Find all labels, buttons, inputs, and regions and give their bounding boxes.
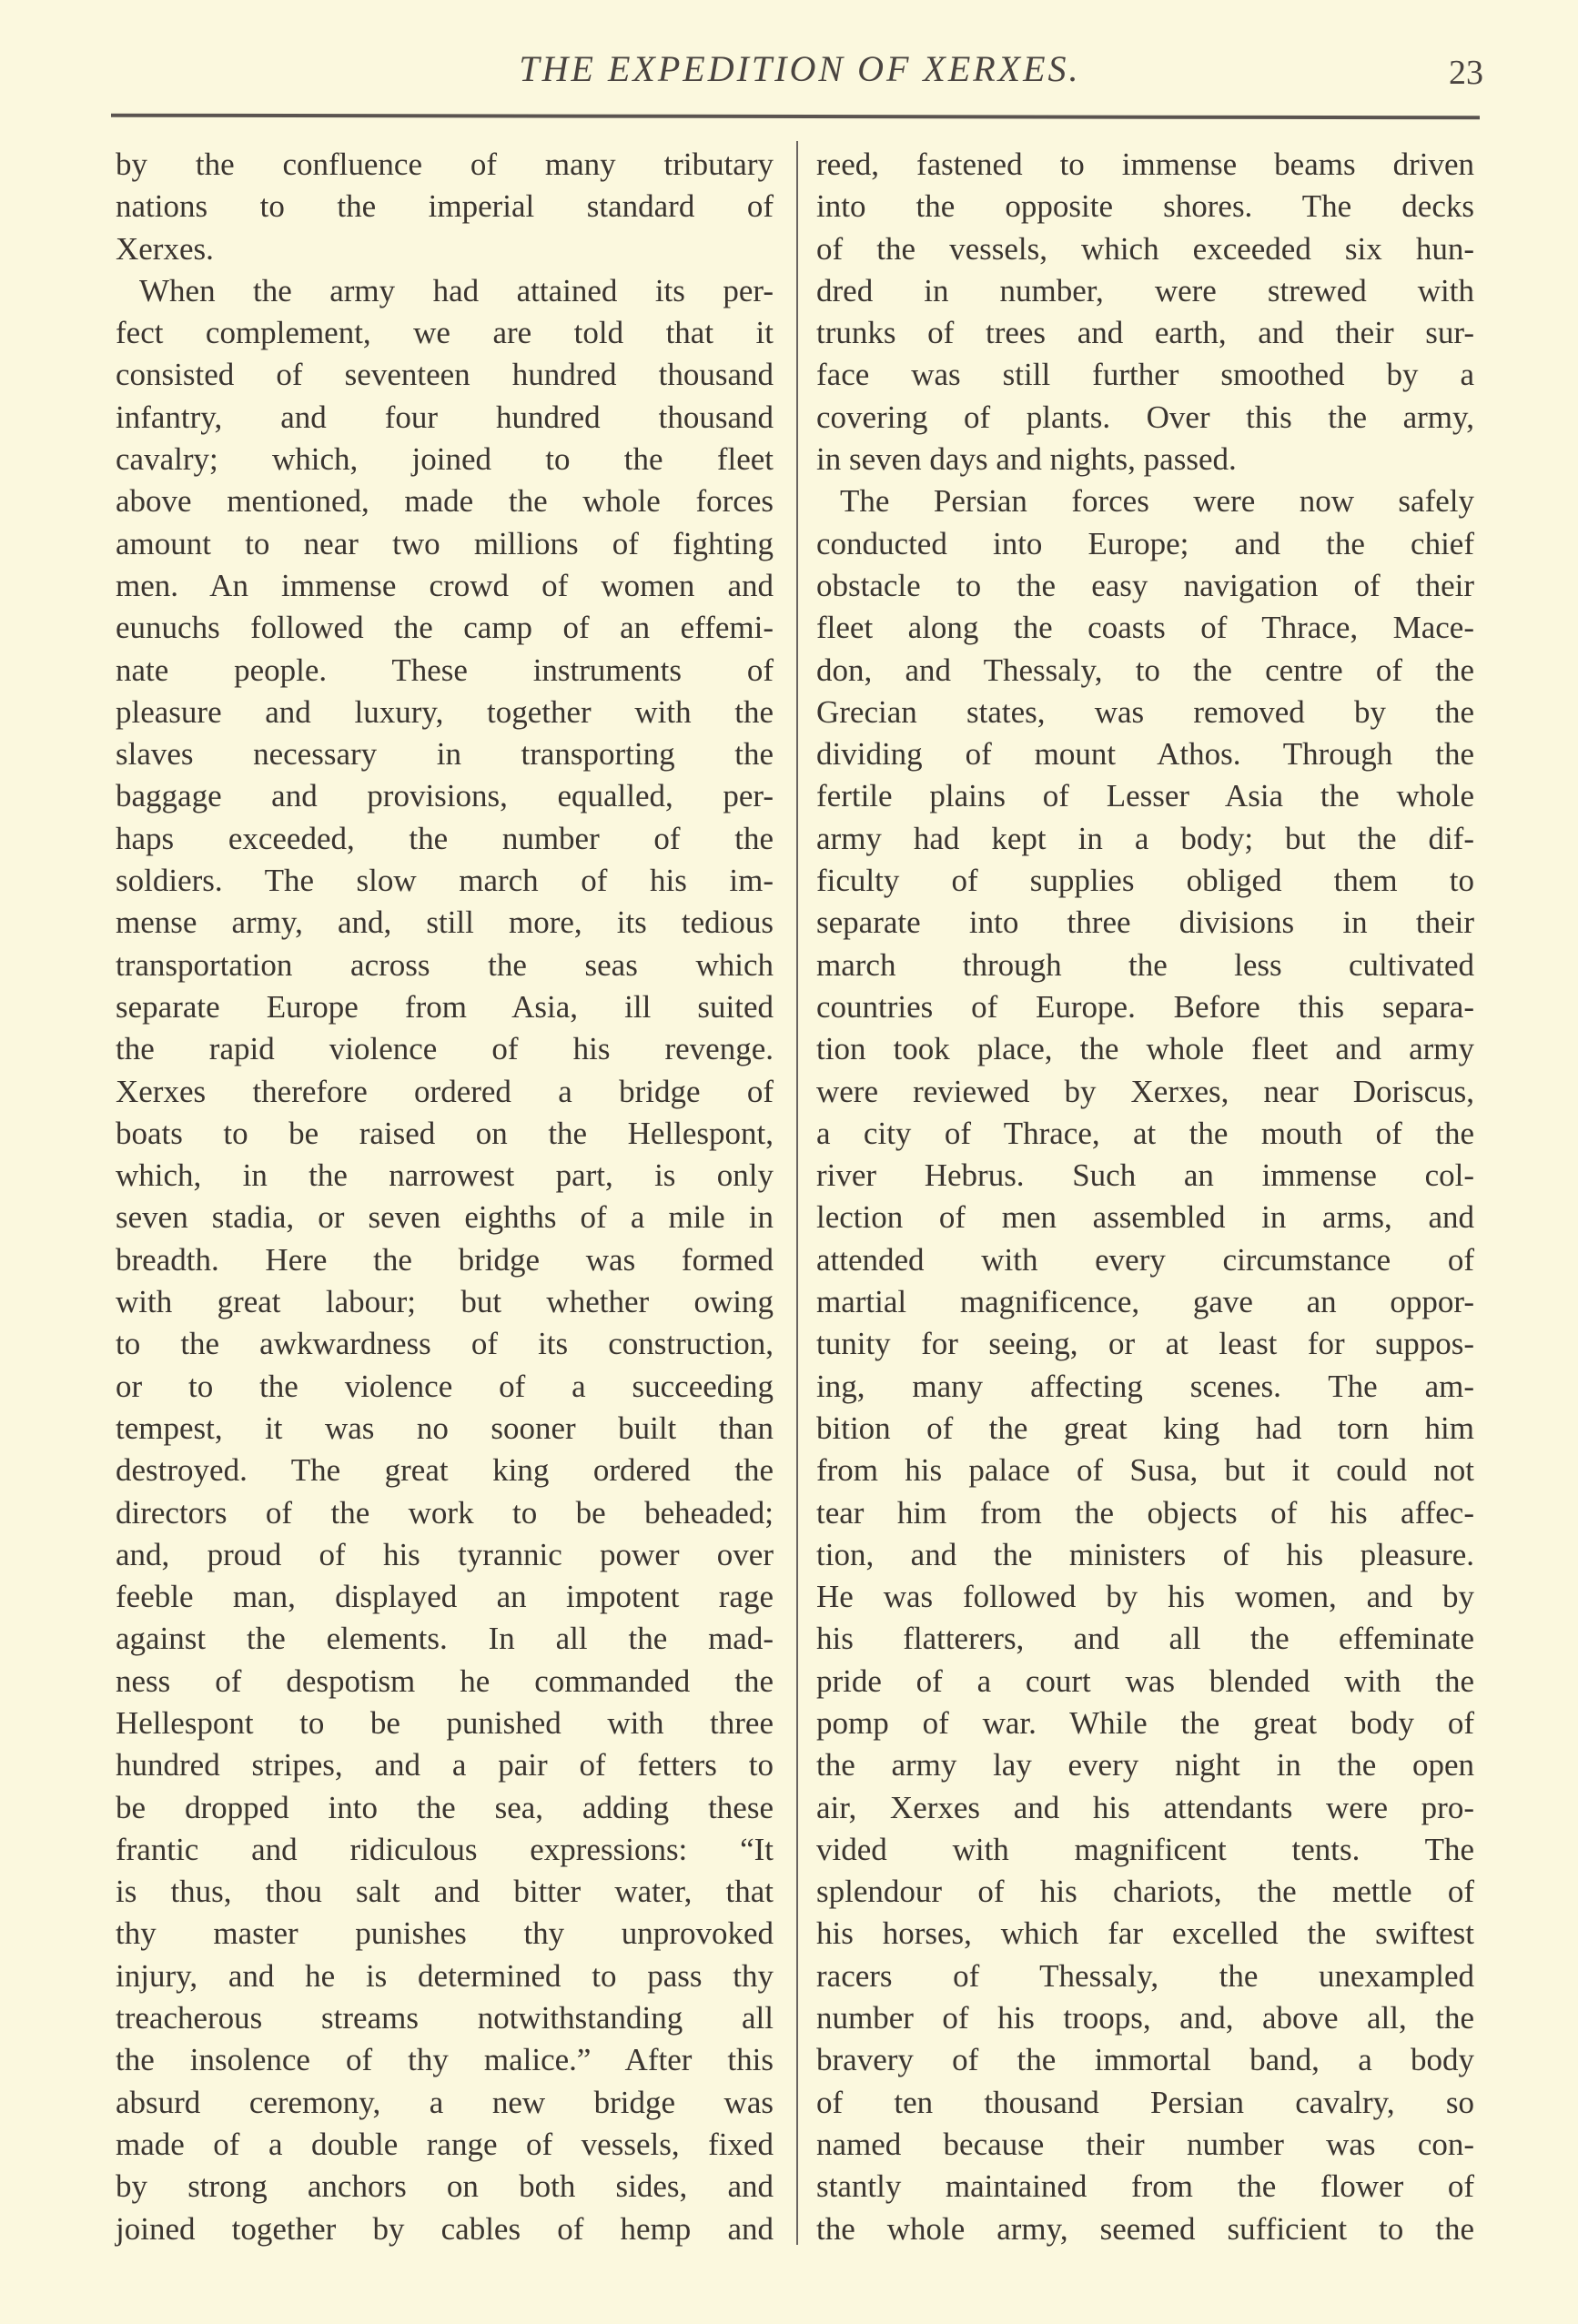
text-line: separate Europe from Asia, ill suited — [116, 988, 774, 1025]
header-rule — [111, 114, 1480, 120]
text-line: conducted into Europe; and the chief — [816, 525, 1474, 561]
text-line: nations to the imperial standard of — [116, 188, 774, 225]
text-line: by the confluence of many tributary — [116, 147, 774, 182]
text-line: from his palace of Susa, but it could not — [816, 1452, 1474, 1489]
paragraph — [816, 480, 1474, 2249]
text-line: march through the less cultivated — [816, 946, 1474, 983]
text-line: seven stadia, or seven eighths of a mile in — [116, 1199, 774, 1236]
text-line: and, proud of his tyrannic power over — [116, 1536, 774, 1572]
text-line: separate into three divisions in their — [816, 904, 1474, 941]
text-line: ness of despotism he commanded the — [116, 1662, 774, 1699]
text-line: obstacle to the easy navigation of their — [816, 567, 1474, 603]
right-column — [816, 144, 1474, 2250]
text-line: Xerxes. — [116, 230, 214, 267]
text-line: is thus, thou salt and bitter water, that — [116, 1874, 774, 1910]
left-column — [116, 144, 774, 2250]
text-line: attended with every circumstance of — [816, 1241, 1474, 1278]
paragraph — [116, 144, 774, 270]
text-line: dred in number, were strewed with — [816, 272, 1474, 308]
text-line: dividing of mount Athos. Through the — [816, 736, 1474, 773]
text-line: pride of a court was blended with the — [816, 1662, 1474, 1699]
text-line: consisted of seventeen hundred thousand — [116, 357, 774, 393]
paragraph — [816, 144, 1474, 480]
text-line: be dropped into the sea, adding these — [116, 1789, 774, 1825]
text-line: baggage and provisions, equalled, per- — [116, 778, 774, 814]
text-line: which, in the narrowest part, is only — [116, 1157, 774, 1194]
text-line: transportation across the seas which — [116, 946, 774, 983]
text-line: air, Xerxes and his attendants were pro- — [816, 1789, 1474, 1825]
text-line: against the elements. In all the mad- — [116, 1621, 774, 1657]
text-line: the rapid violence of his revenge. — [116, 1031, 774, 1067]
text-line: countries of Europe. Before this separa- — [816, 988, 1474, 1025]
text-line: above mentioned, made the whole forces — [116, 483, 774, 520]
text-line: covering of plants. Over this the army, — [816, 399, 1474, 435]
text-line: soldiers. The slow march of his im- — [116, 863, 774, 899]
text-line: a city of Thrace, at the mouth of the — [816, 1115, 1474, 1151]
text-line: named because their number was con- — [816, 2126, 1474, 2162]
text-line: in seven days and nights, passed. — [816, 441, 1237, 478]
text-line: nate people. These instruments of — [116, 652, 774, 688]
text-line: thy master punishes thy unprovoked — [116, 1915, 774, 1952]
text-line: vided with magnificent tents. The — [816, 1831, 1474, 1867]
text-line: feeble man, displayed an impotent rage — [116, 1579, 774, 1615]
text-line: fertile plains of Lesser Asia the whole — [816, 778, 1474, 814]
text-line: The Persian forces were now safely — [840, 483, 1474, 520]
text-line: stantly maintained from the flower of — [816, 2168, 1474, 2205]
text-line: of the vessels, which exceeded six hun- — [816, 230, 1474, 267]
text-line: bition of the great king had torn him — [816, 1410, 1474, 1446]
paragraph — [116, 270, 774, 2250]
text-line: directors of the work to be beheaded; — [116, 1494, 774, 1531]
text-line: amount to near two millions of fighting — [116, 525, 774, 561]
text-line: fect complement, we are told that it — [116, 315, 774, 351]
text-line: tunity for seeing, or at least for suppos- — [816, 1326, 1474, 1362]
text-line: boats to be raised on the Hellespont, — [116, 1115, 774, 1151]
text-line: into the opposite shores. The decks — [816, 188, 1474, 225]
text-line: made of a double range of vessels, fixed — [116, 2126, 774, 2162]
text-line: face was still further smoothed by a — [816, 357, 1474, 393]
text-line: ing, many affecting scenes. The am- — [816, 1368, 1474, 1404]
text-line: martial magnificence, gave an oppor- — [816, 1284, 1474, 1320]
text-line: tear him from the objects of his affec- — [816, 1494, 1474, 1531]
text-line: fleet along the coasts of Thrace, Mace- — [816, 610, 1474, 646]
text-line: or to the violence of a succeeding — [116, 1368, 774, 1404]
text-line: absurd ceremony, a new bridge was — [116, 2084, 774, 2120]
text-line: of ten thousand Persian cavalry, so — [816, 2084, 1474, 2120]
text-line: tion took place, the whole fleet and army — [816, 1031, 1474, 1067]
text-line: mense army, and, still more, its tedious — [116, 904, 774, 941]
text-line: bravery of the immortal band, a body — [816, 2042, 1474, 2078]
text-line: the army lay every night in the open — [816, 1747, 1474, 1783]
text-line: the insolence of thy malice.” After this — [116, 2042, 774, 2078]
text-line: pomp of war. While the great body of — [816, 1704, 1474, 1741]
text-line: with great labour; but whether owing — [116, 1284, 774, 1320]
text-line: the whole army, seemed sufficient to the — [816, 2210, 1474, 2247]
text-line: racers of Thessaly, the unexampled — [816, 1957, 1474, 1994]
text-line: men. An immense crowd of women and — [116, 567, 774, 603]
text-line: to the awkwardness of its construction, — [116, 1326, 774, 1362]
text-line: splendour of his chariots, the mettle of — [816, 1874, 1474, 1910]
text-line: breadth. Here the bridge was formed — [116, 1241, 774, 1278]
text-line: pleasure and luxury, together with the — [116, 693, 774, 730]
text-line: by strong anchors on both sides, and — [116, 2168, 774, 2205]
text-line: river Hebrus. Such an immense col- — [816, 1157, 1474, 1194]
page-number: 23 — [1449, 54, 1483, 92]
text-line: injury, and he is determined to pass thy — [116, 1957, 774, 1994]
text-line: When the army had attained its per- — [139, 272, 774, 308]
text-line: his horses, which far excelled the swiftest — [816, 1915, 1474, 1952]
text-line: Hellespont to be punished with three — [116, 1704, 774, 1741]
text-line: haps exceeded, the number of the — [116, 820, 774, 856]
text-line: He was followed by his women, and by — [816, 1579, 1474, 1615]
text-line: frantic and ridiculous expressions: “It — [116, 1831, 774, 1867]
text-line: were reviewed by Xerxes, near Doriscus, — [816, 1073, 1474, 1109]
text-line: tion, and the ministers of his pleasure. — [816, 1536, 1474, 1572]
text-line: ficulty of supplies obliged them to — [816, 863, 1474, 899]
text-line: treacherous streams notwithstanding all — [116, 2000, 774, 2036]
column-divider — [796, 141, 798, 2245]
text-line: lection of men assembled in arms, and — [816, 1199, 1474, 1236]
text-line: cavalry; which, joined to the fleet — [116, 441, 774, 478]
text-line: joined together by cables of hemp and — [116, 2210, 774, 2247]
text-line: reed, fastened to immense beams driven — [816, 147, 1474, 182]
text-line: hundred stripes, and a pair of fetters to — [116, 1747, 774, 1783]
text-line: destroyed. The great king ordered the — [116, 1452, 774, 1489]
text-line: trunks of trees and earth, and their sur- — [816, 315, 1474, 351]
text-line: slaves necessary in transporting the — [116, 736, 774, 773]
text-line: tempest, it was no sooner built than — [116, 1410, 774, 1446]
text-line: eunuchs followed the camp of an effemi- — [116, 610, 774, 646]
running-title: THE EXPEDITION OF XERXES. — [519, 48, 1081, 89]
text-line: don, and Thessaly, to the centre of the — [816, 652, 1474, 688]
text-line: infantry, and four hundred thousand — [116, 399, 774, 435]
text-line: Grecian states, was removed by the — [816, 693, 1474, 730]
text-line: Xerxes therefore ordered a bridge of — [116, 1073, 774, 1109]
text-line: army had kept in a body; but the dif- — [816, 820, 1474, 856]
text-line: his flatterers, and all the effeminate — [816, 1621, 1474, 1657]
text-line: number of his troops, and, above all, the — [816, 2000, 1474, 2036]
